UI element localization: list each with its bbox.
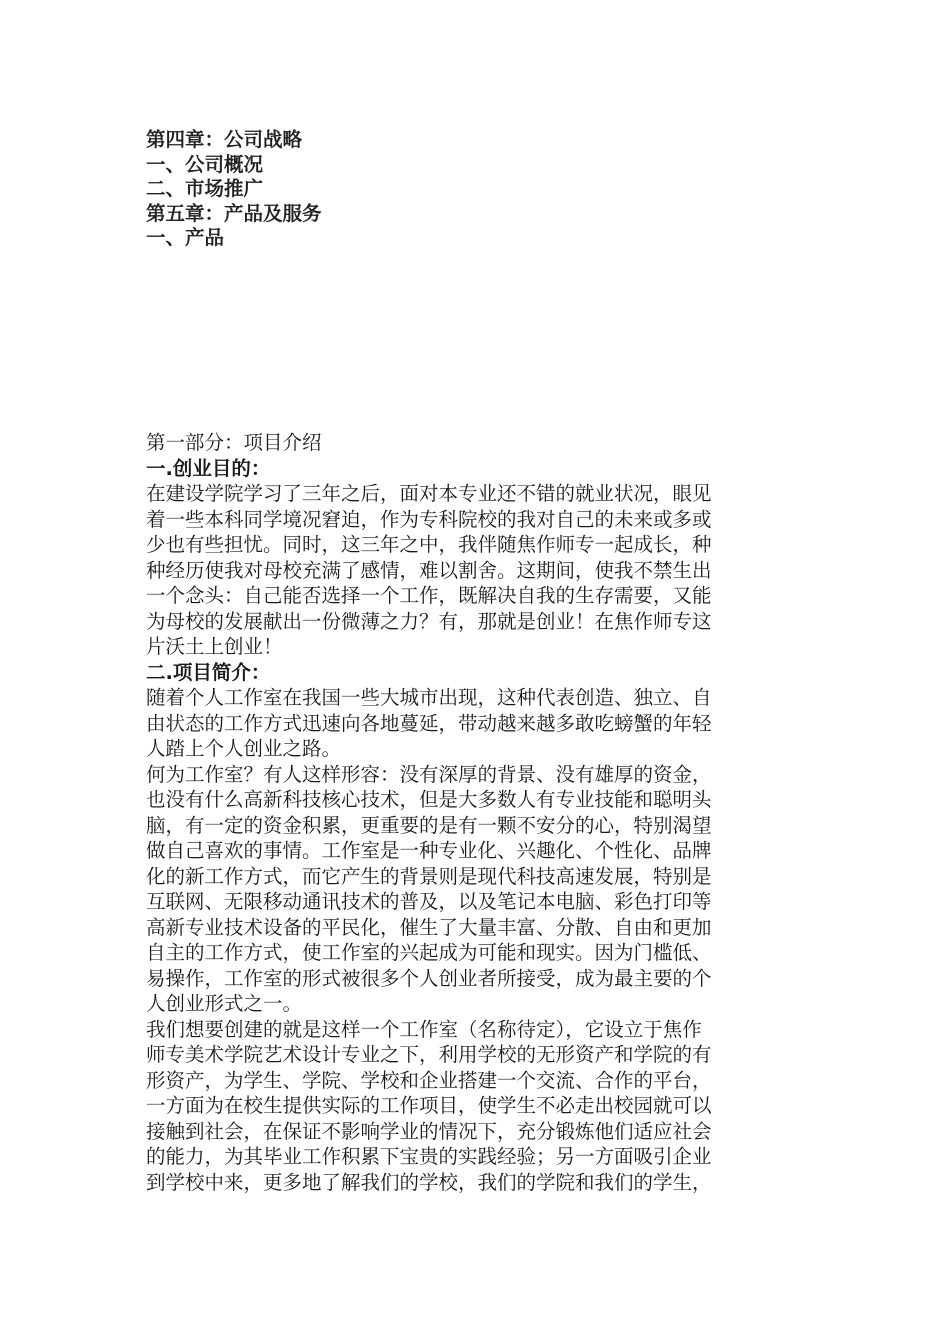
toc-products: 一、产品 xyxy=(146,226,225,249)
text-line: 人踏上个人创业之路。 xyxy=(146,737,342,760)
text-line: 化的新工作方式，而它产生的背景则是现代科技高速发展，特别是 xyxy=(146,864,712,888)
paragraph-purpose xyxy=(146,481,806,660)
text-line: 一方面为在校生提供实际的工作项目，使学生不必走出校园就可以 xyxy=(146,1094,712,1117)
text-line: 互联网、无限移动通讯技术的普及，以及笔记本电脑、彩色打印等 xyxy=(146,890,712,913)
paragraph-our-studio xyxy=(146,1017,806,1196)
text-line: 种经历使我对母校充满了感情，难以割舍。这期间，使我不禁生出 xyxy=(146,558,712,582)
text-line: 片沃土上创业！ xyxy=(146,635,283,658)
section-heading-purpose: 一.创业目的： xyxy=(146,456,271,480)
text-line: 少也有些担忧。同时，这三年之中，我伴随焦作师专一起成长，种 xyxy=(146,533,712,556)
text-line: 接触到社会，在保证不影响学业的情况下，充分锻炼他们适应社会 xyxy=(146,1119,712,1143)
section-heading-intro: 二.项目简介： xyxy=(146,660,271,684)
text-line: 也没有什么高新科技核心技术，但是大多数人有专业技能和聪明头 xyxy=(146,788,712,811)
text-line: 脑，有一定的资金积累，更重要的是有一颗不安分的心，特别渴望 xyxy=(146,813,712,837)
text-line: 我们想要创建的就是这样一个工作室（名称待定），它设立于焦作 xyxy=(146,1017,702,1041)
text-line: 在建设学院学习了三年之后，面对本专业还不错的就业状况，眼见 xyxy=(146,482,712,505)
text-line: 人创业形式之一。 xyxy=(146,992,303,1015)
text-line: 一个念头：自己能否选择一个工作，既解决自我的生存需要，又能 xyxy=(146,584,712,607)
text-line: 随着个人工作室在我国一些大城市出现，这种代表创造、独立、自 xyxy=(146,686,712,709)
toc-company-overview: 一、公司概况 xyxy=(146,152,264,176)
text-line: 易操作，工作室的形式被很多个人创业者所接受，成为最主要的个 xyxy=(146,966,712,990)
text-line: 何为工作室？有人这样形容：没有深厚的背景、没有雄厚的资金， xyxy=(146,762,712,786)
text-line: 由状态的工作方式迅速向各地蔓延，带动越来越多敢吃螃蟹的年轻 xyxy=(146,711,712,735)
toc-marketing: 二、市场推广 xyxy=(146,177,264,200)
toc-chapter-5: 第五章：产品及服务 xyxy=(146,201,322,225)
text-line: 做自己喜欢的事情。工作室是一种专业化、兴趣化、个性化、品牌 xyxy=(146,839,712,862)
toc-chapter-4: 第四章：公司战略 xyxy=(146,128,303,151)
text-line: 自主的工作方式，使工作室的兴起成为可能和现实。因为门槛低、 xyxy=(146,941,712,964)
paragraph-studio-trend xyxy=(146,685,806,762)
text-line: 为母校的发展献出一份微薄之力？有，那就是创业！在焦作师专这 xyxy=(146,609,712,633)
text-line: 师专美术学院艺术设计专业之下，利用学校的无形资产和学院的有 xyxy=(146,1043,712,1066)
text-line: 形资产，为学生、学院、学校和企业搭建一个交流、合作的平台， xyxy=(146,1068,712,1092)
text-line: 高新专业技术设备的平民化，催生了大量丰富、分散、自由和更加 xyxy=(146,915,712,939)
part-title: 第一部分：项目介绍 xyxy=(146,431,322,454)
table-of-contents xyxy=(146,128,322,251)
main-content xyxy=(146,430,806,1195)
text-line: 的能力，为其毕业工作积累下宝贵的实践经验；另一方面吸引企业 xyxy=(146,1145,712,1168)
paragraph-what-is-studio xyxy=(146,762,806,1017)
text-line: 到学校中来，更多地了解我们的学校，我们的学院和我们的学生， xyxy=(146,1170,712,1194)
text-line: 着一些本科同学境况窘迫，作为专科院校的我对自己的未来或多或 xyxy=(146,507,712,531)
